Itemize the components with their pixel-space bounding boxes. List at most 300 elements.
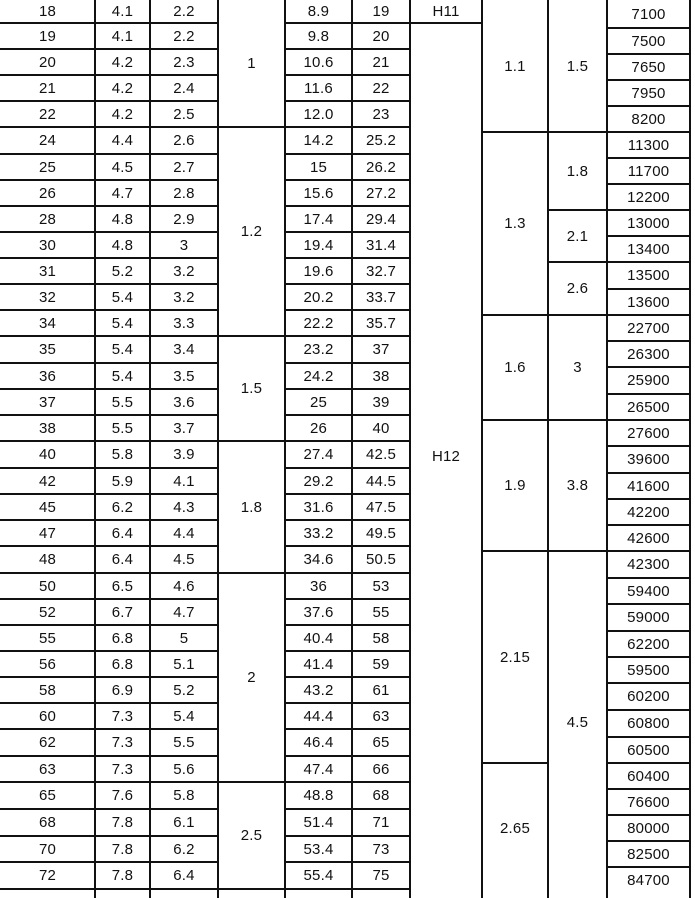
cell-c1: 68 [38, 814, 57, 831]
cell-c5: 25 [309, 393, 328, 411]
cell-c10: 39600 [627, 451, 670, 468]
cell-c1: 45 [38, 498, 57, 516]
cell-c9-group: 1.5 [566, 57, 589, 75]
cell-c6: 50.5 [366, 551, 396, 568]
cell-c6: 22 [372, 79, 390, 97]
table-rule [607, 209, 690, 211]
table-rule [606, 0, 608, 898]
cell-c10: 60800 [627, 715, 670, 732]
cell-c10: 7500 [631, 32, 666, 50]
table-rule [0, 861, 218, 863]
table-rule [149, 0, 151, 898]
cell-c1: 34 [38, 314, 57, 332]
table-rule [285, 388, 410, 390]
cell-c1: 42 [38, 472, 57, 490]
table-rule [94, 0, 96, 898]
cell-c10: 13600 [627, 293, 670, 311]
table-rule [285, 572, 410, 574]
table-rule [607, 445, 690, 447]
table-rule [548, 550, 607, 552]
cell-c6: 20 [372, 27, 390, 45]
table-rule [607, 105, 690, 107]
table-rule [0, 598, 218, 600]
cell-c9-group: 2.1 [566, 227, 589, 245]
table-rule [548, 419, 607, 421]
cell-c5: 26 [309, 419, 328, 437]
cell-c9-group: 1.8 [566, 162, 589, 180]
cell-c2: 5.4 [111, 288, 134, 306]
cell-c1: 21 [38, 79, 57, 97]
cell-c6: 63 [372, 707, 390, 725]
table-rule [607, 235, 690, 237]
cell-c5: 14.2 [303, 132, 334, 149]
cell-c2: 6.4 [111, 524, 134, 542]
cell-c3: 3 [179, 236, 189, 254]
cell-c10: 13400 [627, 240, 670, 258]
table-rule [285, 335, 410, 337]
table-rule [607, 709, 690, 711]
cell-c2: 4.7 [111, 184, 134, 202]
cell-c5: 29.2 [303, 472, 334, 490]
table-rule [285, 440, 410, 442]
cell-c3: 4.1 [173, 472, 195, 490]
table-rule [285, 755, 410, 757]
cell-c1: 65 [38, 787, 57, 804]
cell-c10: 76600 [627, 793, 670, 811]
cell-c1: 25 [38, 158, 57, 176]
cell-c3: 5.5 [173, 734, 195, 751]
table-rule [607, 340, 690, 342]
table-rule [548, 314, 607, 316]
cell-c6: 39 [372, 393, 390, 411]
cell-c2: 4.8 [111, 210, 134, 228]
cell-c10: 62200 [627, 635, 670, 653]
table-rule [218, 440, 285, 442]
table-rule [607, 736, 690, 738]
table-rule [285, 153, 410, 155]
cell-c10: 42200 [627, 503, 670, 521]
cell-c1: 22 [38, 105, 57, 123]
table-rule [0, 835, 218, 837]
cell-c3: 3.7 [173, 419, 195, 437]
table-rule [0, 100, 218, 102]
table-rule [0, 179, 218, 181]
cell-c2: 4.8 [111, 236, 134, 254]
cell-c7-group: H11 [432, 3, 460, 20]
cell-c1: 18 [38, 3, 57, 20]
table-rule [285, 48, 410, 50]
cell-c2: 7.8 [111, 867, 134, 884]
table-rule [607, 577, 690, 579]
table-rule [351, 0, 353, 898]
table-rule [481, 0, 483, 898]
cell-c6: 35.7 [366, 314, 396, 332]
cell-c7-group: H12 [431, 447, 461, 465]
table-rule [0, 22, 218, 24]
cell-c3: 3.6 [173, 393, 195, 411]
table-rule [0, 888, 410, 890]
cell-c3: 4.4 [173, 524, 195, 542]
table-rule [285, 22, 410, 24]
cell-c1: 24 [38, 132, 57, 149]
table-rule [607, 27, 690, 29]
cell-c6: 21 [372, 53, 390, 71]
cell-c3: 6.2 [173, 840, 195, 858]
cell-c2: 6.4 [111, 551, 134, 568]
table-rule [285, 545, 410, 547]
cell-c2: 6.7 [111, 603, 134, 621]
cell-c2: 4.1 [111, 27, 134, 45]
cell-c5: 44.4 [303, 707, 334, 725]
cell-c5: 15 [309, 158, 328, 176]
cell-c1: 36 [38, 367, 57, 385]
table-rule [0, 519, 218, 521]
table-rule [0, 728, 218, 730]
cell-c6: 37 [372, 341, 390, 358]
table-rule [285, 650, 410, 652]
table-rule [0, 257, 218, 259]
cell-c5: 37.6 [303, 603, 334, 621]
table-rule [607, 762, 690, 764]
cell-c10: 59000 [627, 609, 670, 626]
cell-c10: 26300 [627, 345, 670, 363]
cell-c10: 12200 [627, 188, 670, 206]
cell-c1: 38 [38, 419, 57, 437]
table-rule [607, 314, 690, 316]
table-rule [0, 467, 218, 469]
table-rule [218, 572, 285, 574]
table-rule [482, 131, 548, 133]
cell-c6: 68 [372, 787, 390, 804]
table-rule [0, 153, 218, 155]
cell-c6: 38 [372, 367, 390, 385]
cell-c8-group: 1.1 [504, 57, 526, 75]
cell-c1: 52 [38, 603, 57, 621]
cell-c3: 4.5 [173, 551, 195, 568]
table-rule [0, 283, 218, 285]
cell-c5: 34.6 [303, 551, 334, 568]
cell-c3: 3.2 [173, 262, 195, 280]
cell-c3: 5.1 [173, 655, 195, 673]
table-rule [0, 781, 218, 783]
cell-c3: 2.5 [173, 105, 195, 123]
table-rule [285, 598, 410, 600]
cell-c4-group: 2 [247, 669, 256, 686]
cell-c1: 47 [38, 524, 57, 542]
cell-c4-group: 1.2 [240, 223, 263, 240]
cell-c1: 19 [38, 27, 57, 45]
cell-c1: 35 [38, 341, 57, 358]
cell-c10: 59500 [627, 661, 670, 679]
cell-c6: 25.2 [366, 132, 396, 149]
cell-c6: 58 [372, 629, 390, 647]
cell-c5: 19.6 [303, 262, 334, 280]
table-rule [607, 183, 690, 185]
cell-c6: 66 [372, 760, 390, 778]
cell-c5: 33.2 [303, 524, 334, 542]
table-rule [0, 74, 218, 76]
cell-c2: 4.1 [111, 3, 134, 20]
cell-c6: 71 [372, 814, 390, 831]
cell-c2: 6.9 [111, 681, 134, 699]
cell-c10: 8200 [631, 110, 666, 128]
table-rule [409, 0, 411, 898]
cell-c5: 51.4 [303, 814, 334, 831]
cell-c2: 7.8 [111, 814, 134, 831]
cell-c10: 60400 [627, 767, 670, 785]
cell-c1: 32 [38, 288, 57, 306]
cell-c5: 11.6 [304, 79, 333, 97]
cell-c6: 59 [372, 655, 390, 673]
cell-c3: 5.4 [173, 707, 195, 725]
cell-c10: 25900 [627, 372, 670, 389]
cell-c1: 55 [38, 629, 57, 647]
table-rule [285, 781, 410, 783]
cell-c1: 50 [38, 577, 57, 595]
table-rule [607, 261, 690, 263]
cell-c3: 5.8 [173, 787, 195, 804]
cell-c2: 6.8 [111, 655, 134, 673]
cell-c5: 8.9 [307, 3, 330, 20]
cell-c10: 42600 [627, 529, 670, 547]
cell-c10: 41600 [627, 477, 670, 495]
cell-c10: 11300 [627, 136, 670, 154]
cell-c5: 46.4 [303, 734, 334, 751]
cell-c1: 30 [38, 236, 57, 254]
cell-c5: 40.4 [303, 629, 334, 647]
table-rule [548, 131, 607, 133]
table-rule [482, 419, 548, 421]
table-rule [0, 440, 218, 442]
cell-c6: 27.2 [366, 184, 396, 202]
cell-c2: 5.4 [111, 367, 134, 385]
cell-c5: 55.4 [303, 867, 334, 884]
table-rule [607, 419, 690, 421]
table-rule [482, 314, 548, 316]
cell-c3: 5.6 [173, 760, 195, 778]
table-rule [0, 48, 218, 50]
table-rule [285, 702, 410, 704]
cell-c6: 33.7 [366, 288, 396, 306]
cell-c2: 7.6 [111, 787, 134, 804]
table-rule [0, 309, 218, 311]
cell-c6: 53 [372, 577, 390, 595]
cell-c2: 6.5 [111, 577, 134, 595]
cell-c10: 59400 [627, 582, 670, 600]
cell-c4-group: 1.5 [240, 380, 263, 397]
cell-c2: 4.2 [111, 79, 134, 97]
cell-c9-group: 2.6 [566, 280, 589, 297]
cell-c5: 9.8 [307, 27, 330, 45]
cell-c5: 48.8 [303, 787, 334, 804]
cell-c10: 84700 [627, 872, 670, 889]
cell-c3: 2.4 [173, 79, 195, 97]
table-rule [607, 840, 690, 842]
cell-c2: 4.5 [111, 158, 134, 176]
table-rule [607, 788, 690, 790]
cell-c3: 3.5 [173, 367, 195, 385]
table-rule [285, 493, 410, 495]
cell-c2: 7.8 [111, 840, 134, 858]
table-rule [548, 261, 607, 263]
cell-c6: 42.5 [366, 446, 396, 463]
cell-c6: 61 [372, 681, 390, 699]
table-rule [607, 524, 690, 526]
table-rule [482, 762, 548, 764]
cell-c6: 32.7 [366, 262, 396, 280]
cell-c10: 7650 [631, 58, 666, 76]
cell-c3: 2.8 [173, 184, 195, 202]
cell-c6: 44.5 [366, 472, 396, 490]
cell-c5: 17.4 [303, 210, 334, 228]
cell-c10: 13000 [627, 214, 670, 232]
cell-c3: 3.3 [173, 314, 195, 332]
cell-c2: 6.8 [111, 629, 134, 647]
cell-c5: 20.2 [303, 288, 334, 306]
cell-c8-group: 1.9 [504, 477, 526, 494]
cell-c10: 60500 [627, 741, 670, 759]
table-rule [0, 335, 218, 337]
table-rule [285, 231, 410, 233]
cell-c2: 5.4 [111, 341, 134, 358]
table-rule [285, 362, 410, 364]
table-rule [482, 550, 548, 552]
table-rule [607, 814, 690, 816]
cell-c10: 11700 [627, 162, 670, 180]
cell-c2: 4.2 [111, 105, 134, 123]
cell-c3: 2.2 [173, 3, 195, 20]
cell-c2: 7.3 [111, 760, 134, 778]
table-rule [0, 545, 218, 547]
table-rule [285, 676, 410, 678]
table-rule [285, 100, 410, 102]
cell-c6: 23 [372, 105, 390, 123]
cell-c5: 15.6 [303, 184, 334, 202]
cell-c4-group: 1.8 [240, 498, 263, 516]
table-rule [0, 126, 218, 128]
cell-c5: 41.4 [303, 655, 334, 673]
table-rule [0, 702, 218, 704]
cell-c3: 2.9 [173, 210, 195, 228]
cell-c1: 72 [38, 867, 57, 884]
cell-c10: 42300 [627, 556, 670, 573]
cell-c10: 60200 [627, 688, 670, 705]
cell-c5: 43.2 [303, 681, 334, 699]
cell-c10: 13500 [627, 267, 670, 284]
table-rule [547, 0, 549, 898]
cell-c5: 27.4 [303, 446, 334, 463]
table-rule [0, 808, 218, 810]
table-rule [607, 393, 690, 395]
cell-c1: 26 [38, 184, 57, 202]
table-rule [285, 467, 410, 469]
cell-c3: 2.2 [173, 27, 195, 45]
table-rule [607, 550, 690, 552]
table-rule [548, 209, 607, 211]
table-rule [285, 808, 410, 810]
cell-c1: 48 [38, 551, 57, 568]
cell-c10: 27600 [627, 424, 670, 442]
cell-c1: 31 [38, 262, 57, 280]
cell-c2: 7.3 [111, 734, 134, 751]
cell-c2: 5.4 [111, 314, 134, 332]
table-rule [284, 0, 286, 898]
cell-c1: 40 [38, 446, 57, 463]
cell-c10: 7950 [631, 84, 666, 102]
cell-c4-group: 2.5 [240, 827, 263, 844]
cell-c5: 53.4 [303, 840, 334, 858]
cell-c2: 5.5 [111, 393, 134, 411]
cell-c6: 31.4 [366, 236, 396, 254]
cell-c5: 23.2 [303, 341, 334, 358]
cell-c5: 36 [309, 577, 328, 595]
table-rule [285, 74, 410, 76]
cell-c2: 5.9 [111, 472, 134, 490]
table-rule [607, 472, 690, 474]
table-rule [285, 309, 410, 311]
table-rule [607, 288, 690, 290]
table-rule [285, 835, 410, 837]
cell-c6: 73 [372, 840, 390, 858]
cell-c5: 19.4 [303, 236, 334, 254]
cell-c6: 65 [372, 734, 390, 751]
table-rule [285, 519, 410, 521]
cell-c10: 82500 [627, 845, 670, 863]
cell-c5: 12.0 [303, 105, 334, 123]
table-rule [285, 624, 410, 626]
cell-c1: 70 [38, 840, 57, 858]
table-rule [607, 157, 690, 159]
cell-c4-group: 1 [247, 55, 256, 72]
table-rule [218, 781, 285, 783]
cell-c8-group: 1.3 [504, 215, 526, 232]
table-rule [285, 283, 410, 285]
table-rule [0, 493, 218, 495]
cell-c3: 2.7 [173, 158, 195, 176]
cell-c3: 3.9 [173, 446, 195, 463]
table-rule [285, 205, 410, 207]
cell-c5: 47.4 [303, 760, 334, 778]
cell-c1: 58 [38, 681, 57, 699]
table-rule [0, 362, 218, 364]
table-rule [607, 366, 690, 368]
cell-c2: 5.8 [111, 446, 134, 463]
table-rule [285, 126, 410, 128]
table-rule [218, 335, 285, 337]
cell-c3: 4.3 [173, 498, 195, 516]
cell-c9-group: 3.8 [566, 477, 589, 494]
table-rule [0, 650, 218, 652]
cell-c5: 31.6 [303, 498, 334, 516]
cell-c6: 29.4 [366, 210, 396, 228]
cell-c5: 10.6 [303, 53, 334, 71]
table-rule [285, 861, 410, 863]
table-rule [607, 603, 690, 605]
cell-c10: 22700 [627, 319, 670, 337]
cell-c6: 75 [372, 867, 390, 884]
table-rule [607, 498, 690, 500]
table-rule [285, 179, 410, 181]
cell-c2: 5.2 [111, 262, 134, 280]
cell-c1: 63 [38, 760, 57, 778]
cell-c2: 6.2 [111, 498, 134, 516]
cell-c8-group: 2.65 [500, 820, 530, 837]
cell-c3: 2.6 [173, 132, 195, 149]
table-rule [0, 231, 218, 233]
table-rule [218, 126, 285, 128]
table-rule [410, 22, 482, 24]
cell-c6: 55 [372, 603, 390, 621]
